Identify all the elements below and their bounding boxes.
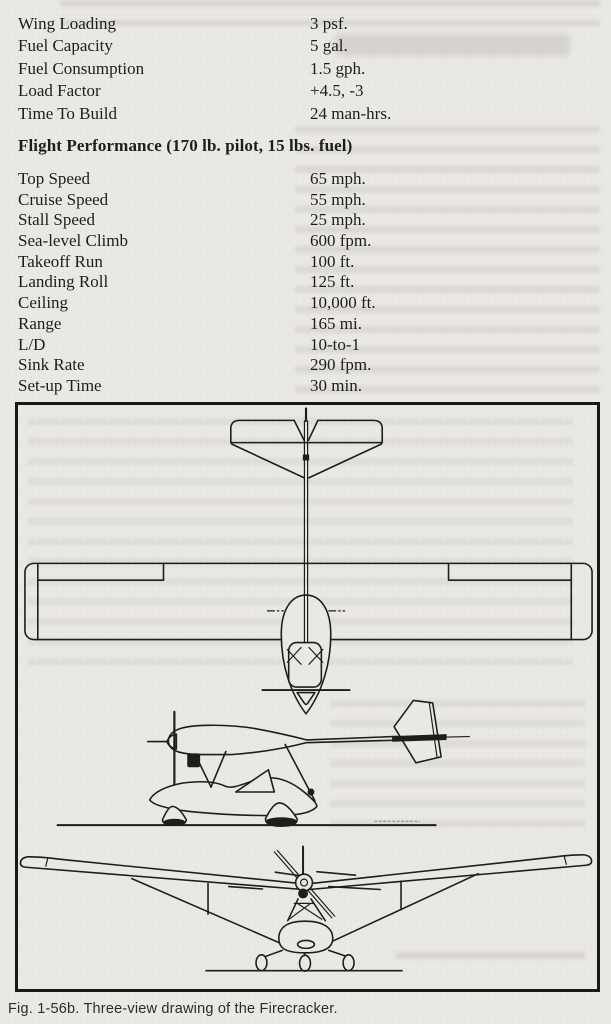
figure-caption: Fig. 1-56b. Three-view drawing of the Firecracker.: [8, 1001, 338, 1017]
flight-performance-list: [0, 169, 605, 397]
spec-row: [0, 355, 605, 376]
spec-value: 1.5 gph.: [310, 58, 366, 78]
spec-label: Time To Build: [18, 103, 117, 123]
spec-value: 165 mi.: [310, 313, 362, 333]
spec-label: Load Factor: [18, 81, 101, 101]
spec-row: [0, 272, 605, 293]
three-view-drawing: [18, 405, 597, 989]
spec-row: [0, 80, 605, 102]
spec-label: Range: [18, 313, 62, 333]
front-view-drawing: [20, 846, 591, 971]
flight-performance-heading: Flight Performance (170 lb. pilot, 15 lbs. fuel): [18, 136, 353, 155]
spec-value: 290 fpm.: [310, 355, 372, 375]
spec-label: Wing Loading: [18, 14, 116, 33]
spec-value: 30 min.: [310, 375, 362, 395]
spec-label: Fuel Capacity: [18, 36, 113, 56]
spec-label: Stall Speed: [18, 210, 95, 230]
spec-label: Sink Rate: [18, 355, 85, 375]
three-view-figure: [15, 402, 600, 992]
spec-row: [0, 335, 605, 356]
spec-label: Sea-level Climb: [18, 231, 129, 251]
spec-row: [0, 169, 605, 190]
spec-row: [0, 376, 605, 397]
spec-label: Cruise Speed: [18, 189, 109, 209]
general-specs-list: [0, 13, 605, 125]
spec-row: [0, 103, 605, 125]
spec-label: L/D: [18, 334, 46, 354]
spec-value: 5 gal.: [310, 36, 348, 56]
spec-label: Ceiling: [18, 293, 69, 313]
spec-value: 10,000 ft.: [310, 293, 376, 313]
spec-row: [0, 35, 605, 57]
spec-value: 65 mph.: [310, 169, 366, 188]
spec-value: 125 ft.: [310, 272, 355, 292]
spec-row: [0, 252, 605, 273]
spec-row: [0, 58, 605, 80]
spec-value: 24 man-hrs.: [310, 103, 392, 123]
spec-value: 600 fpm.: [310, 231, 372, 251]
spec-value: 25 mph.: [310, 210, 366, 230]
spec-row: [0, 190, 605, 211]
spec-value: +4.5, -3: [310, 81, 364, 101]
spec-label: Set-up Time: [18, 375, 102, 395]
spec-row: [0, 13, 605, 35]
spec-label: Landing Roll: [18, 272, 109, 292]
spec-row: [0, 210, 605, 231]
spec-label: Top Speed: [18, 169, 90, 188]
spec-row: [0, 293, 605, 314]
spec-value: 100 ft.: [310, 251, 355, 271]
spec-value: 10-to-1: [310, 334, 361, 354]
side-view-drawing: [58, 700, 470, 826]
spec-value: 55 mph.: [310, 189, 366, 209]
spec-row: [0, 231, 605, 252]
spec-label: Fuel Consumption: [18, 58, 145, 78]
top-view-drawing: [25, 408, 592, 713]
spec-label: Takeoff Run: [18, 251, 103, 271]
spec-row: [0, 314, 605, 335]
spec-value: 3 psf.: [310, 14, 348, 33]
